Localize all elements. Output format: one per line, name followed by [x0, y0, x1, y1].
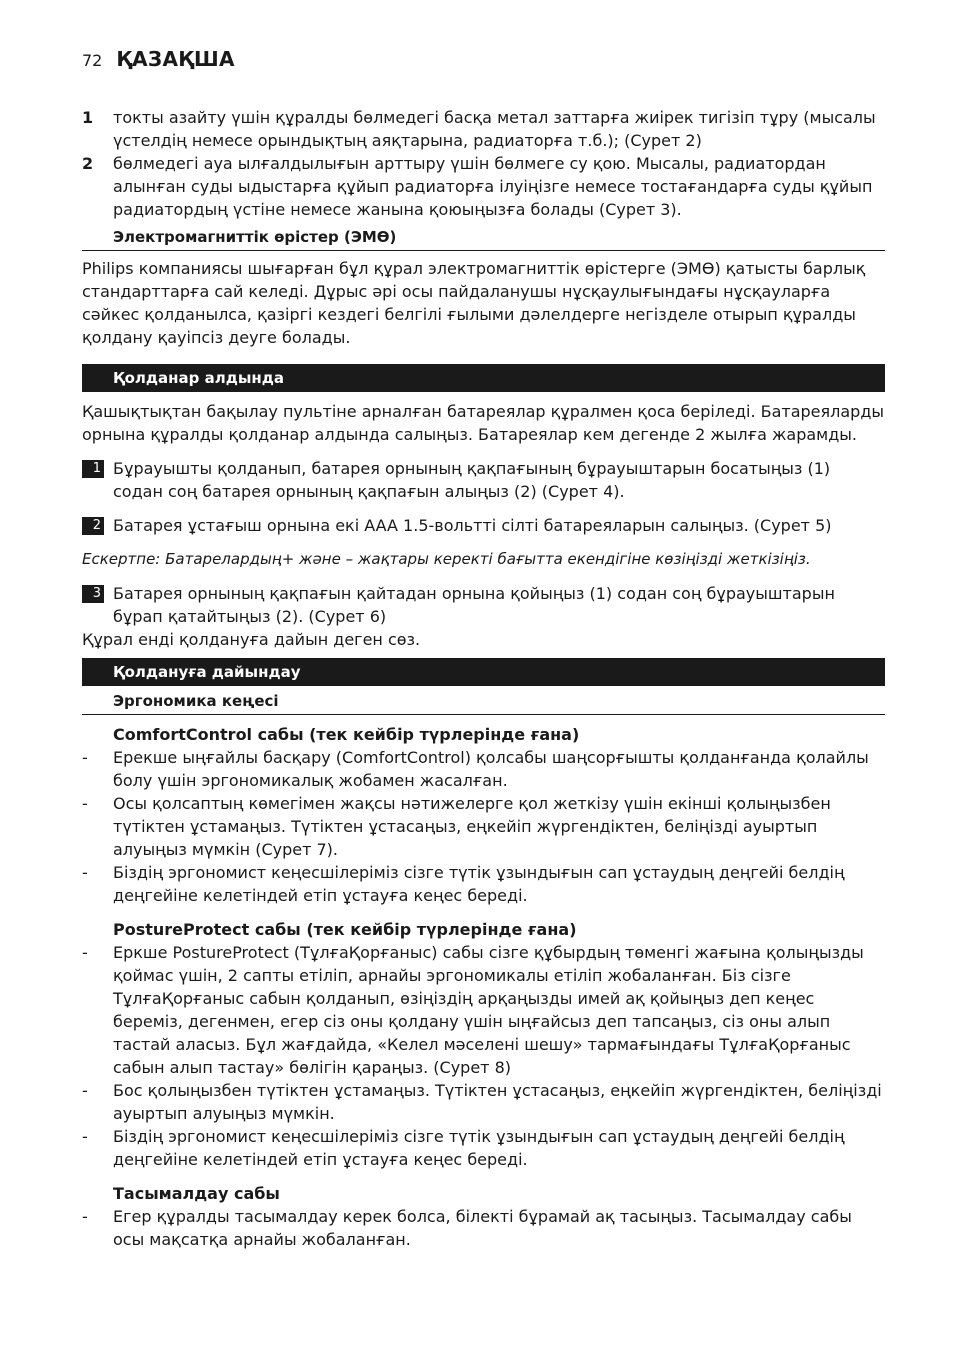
battery-note: Ескертпе: Батарелардың+ және – жақтары керекті бағытта екендігіне көзіңізді жеткізіңіз. — [82, 550, 811, 568]
ready-text: Құрал енді қолдануға дайын деген сөз. — [82, 630, 421, 649]
intro-list-item — [82, 152, 885, 221]
postureprotect-heading: PostureProtect сабы (тек кейбір түрлерінде ғана) — [113, 920, 577, 939]
step-number-box: 2 — [82, 517, 104, 535]
posture-list-item — [82, 941, 885, 1079]
step-number-box: 3 — [82, 585, 104, 603]
prep-heading: Қолдануға дайындау — [82, 658, 885, 686]
step-number-box: 1 — [82, 460, 104, 478]
page-content — [82, 106, 885, 1251]
comfort-list-item — [82, 861, 885, 907]
step-text: Батарея ұстағыш орнына екі AAA 1.5-вольтті сілті батареяларын салыңыз. (Сурет 5) — [113, 516, 832, 535]
list-number: 2 — [82, 154, 94, 173]
before-use-heading: Қолданар алдында — [82, 364, 885, 392]
bullet-dash: - — [82, 863, 88, 882]
carry-handle-heading: Тасымалдау сабы — [113, 1184, 280, 1203]
step-item — [82, 582, 885, 628]
comfort-list-item — [82, 792, 885, 861]
list-text: Осы қолсаптың көмегімен жақсы нәтижелерге қол жеткізу үшін екінші қолыңызбен түтіктен ұстамаңыз. Түтіктен ұстасаңыз, еңкейіп жүргендіктен, беліңізді ауыртып алуыңыз мүмкін (Сурет 7). — [113, 794, 831, 859]
page-header — [82, 48, 235, 76]
bullet-dash: - — [82, 1081, 88, 1100]
posture-list-item — [82, 1125, 885, 1171]
list-text: бөлмедегі ауа ылғалдылығын арттыру үшін бөлмеге су қою. Мысалы, радиатордан алынған суды ыдыстарға құйып радиаторға ілуіңізге немесе тостағандарға суды құйып радиатордың үстіне немесе жанына қоюыңызға болады (Сурет 3). — [113, 154, 873, 219]
emf-text: Philips компаниясы шығарған бұл құрал электромагниттік өрістерге (ЭМӨ) қатысты барлық стандарттарға сай келеді. Дұрыс әрі осы пайдаланушы нұсқаулығындағы нұсқауларға сәйкес қолданылса, қазіргі кездегі белгілі ғылыми дәлелдерге негізделе отырып құралды қолдану қауіпсіз деуге болады. — [82, 259, 866, 347]
emf-heading: Электромагниттік өрістер (ЭМӨ) — [82, 226, 885, 251]
bullet-dash: - — [82, 794, 88, 813]
list-text: Еркше PostureProtect (ТұлғаҚорғаныс) сабы сізге құбырдың төменгі жағына қолыңызды қоймас үшін, 2 сапты етіліп, арнайы эргономикалы етіліп жобаланған. Біз сізге ТұлғаҚорғаныс сабын қолданып, өзіңіздің арқаңызды имей ақ қойыңыз деп кеңес береміз, дегенмен, егер сіз оны қолдану үшін ыңғайсыз деп тапсаңыз, сіз оны алып тастай аласыз. Бұл жағдайда, «Келел мәселені шешу» тармағындағы ТұлғаҚорғаныс сабын алып тастау» бөлігін қараңыз. (Сурет 8) — [113, 943, 864, 1077]
step-text: Бұрауышты қолданып, батарея орнының қақпағының бұрауыштарын босатыңыз (1) содан соң батарея орнының қақпағын алыңыз (2) (Сурет 4). — [113, 459, 831, 501]
posture-list-item — [82, 1079, 885, 1125]
list-text: Егер құралды тасымалдау керек болса, білекті бұрамай ақ тасыңыз. Тасымалдау сабы осы мақсатқа арнайы жобаланған. — [113, 1207, 852, 1249]
bullet-dash: - — [82, 1207, 88, 1226]
list-number: 1 — [82, 108, 94, 127]
comfort-list-item — [82, 746, 885, 792]
step-item — [82, 514, 885, 537]
carry-list-item — [82, 1205, 885, 1251]
step-item — [82, 457, 885, 503]
step-text: Батарея орнының қақпағын қайтадан орнына қойыңыз (1) содан соң бұрауыштарын бұрап қатайтыңыз (2). (Сурет 6) — [113, 584, 835, 626]
bullet-dash: - — [82, 1127, 88, 1146]
page-number: 72 — [82, 51, 103, 70]
page-language-title: ҚАЗАҚША — [116, 47, 235, 71]
list-text: Бос қолыңызбен түтіктен ұстамаңыз. Түтіктен ұстасаңыз, еңкейіп жүргендіктен, беліңізді ауыртып алуыңыз мүмкін. — [113, 1081, 882, 1123]
list-text: Біздің эргономист кеңесшілеріміз сізге түтік ұзындығын сап ұстаудың деңгейі белдің деңгейіне келетіндей етіп ұстауға кеңес береді. — [113, 1127, 845, 1169]
before-use-intro: Қашықтықтан бақылау пультіне арналған батареялар құралмен қоса беріледі. Батареяларды орнына құралды қолданар алдында салыңыз. Батареялар кем дегенде 2 жылға жарамды. — [82, 402, 885, 444]
list-text: Біздің эргономист кеңесшілеріміз сізге түтік ұзындығын сап ұстаудың деңгейі белдің деңгейіне келетіндей етіп ұстауға кеңес береді. — [113, 863, 845, 905]
bullet-dash: - — [82, 748, 88, 767]
intro-list-item — [82, 106, 885, 152]
ergonomics-heading: Эргономика кеңесі — [82, 690, 885, 715]
list-text: токты азайту үшін құралды бөлмедегі басқа метал заттарға жиірек тигізіп тұру (мысалы үстелдің немесе орындықтың аяқтарына, радиаторға т.б.); (Сурет 2) — [113, 108, 876, 150]
bullet-dash: - — [82, 943, 88, 962]
list-text: Ерекше ыңғайлы басқару (ComfortControl) қолсабы шаңсорғышты қолданғанда қолайлы болу үшін эргономикалық жобамен жасалған. — [113, 748, 869, 790]
comfortcontrol-heading: ComfortControl сабы (тек кейбір түрлерінде ғана) — [113, 725, 580, 744]
